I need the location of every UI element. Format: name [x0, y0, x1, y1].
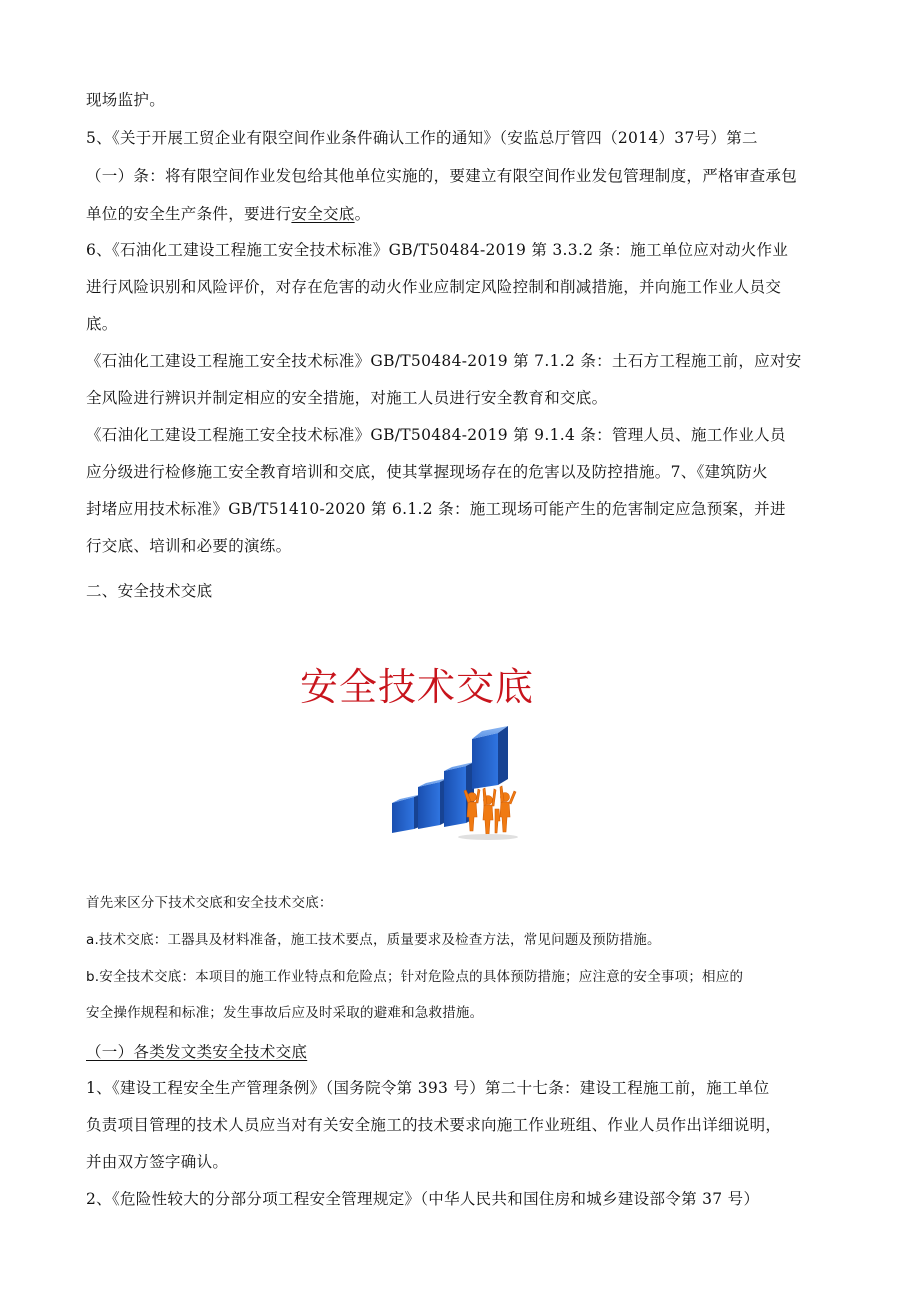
- text-span: 。: [354, 205, 371, 223]
- text-span: 单位的安全生产条件，要进行: [86, 205, 292, 223]
- text-line: 进行风险识别和风险评价，对存在危害的动火作业应制定风险控制和削减措施，并向施工作业人员交: [86, 278, 782, 296]
- text-line: 1、《建设工程安全生产管理条例》（国务院令第 393 号）第二十七条：建设工程施工前，施工单位: [86, 1079, 770, 1097]
- text-line: 2、《危险性较大的分部分项工程安全管理规定》（中华人民共和国住房和城乡建设部令第 37 号）: [86, 1190, 760, 1208]
- text-line: 现场监护。: [86, 91, 166, 109]
- text-line: 5、《关于开展工贸企业有限空间作业条件确认工作的通知》（安监总厅管四（2014）37号）第二: [86, 129, 758, 147]
- subsection-heading: [86, 1042, 307, 1062]
- bar-2: [418, 778, 448, 829]
- text-line: 首先来区分下技术交底和安全技术交底：: [86, 895, 333, 911]
- text-line: 封堵应用技术标准》GB/T51410-2020 第 6.1.2 条：施工现场可能产生的危害制定应急预案，并进: [86, 500, 786, 518]
- text-line: 行交底、培训和必要的演练。: [86, 537, 292, 555]
- text-line: （一）条：将有限空间作业发包给其他单位实施的，要建立有限空间作业发包管理制度，严格审查承包: [86, 167, 798, 185]
- bar-chart-people-illustration: [388, 725, 530, 843]
- text-line: 应分级进行检修施工安全教育培训和交底，使其掌握现场存在的危害以及防控措施。7、《建筑防火: [86, 463, 768, 481]
- text-line: 全风险进行辨识并制定相应的安全措施，对施工人员进行安全教育和交底。: [86, 389, 608, 407]
- text-line: 安全操作规程和标准；发生事故后应及时采取的避难和急救措施。: [86, 1005, 484, 1021]
- text-line: 《石油化工建设工程施工安全技术标准》GB/T50484-2019 第 9.1.4 条：管理人员、施工作业人员: [86, 426, 786, 444]
- section-heading: 二、安全技术交底: [86, 582, 213, 600]
- safety-briefing-link: 安全交底: [291, 205, 355, 223]
- text-line: 并由双方签字确认。: [86, 1153, 229, 1171]
- text-line: 底。: [86, 315, 118, 333]
- text-line: b.安全技术交底：本项目的施工作业特点和危险点；针对危险点的具体预防措施；应注意的安全事项；相应的: [86, 969, 744, 985]
- text-line: a.技术交底：工器具及材料准备，施工技术要点，质量要求及检查方法，常见问题及预防措施。: [86, 932, 661, 948]
- subsection-heading-text: （一）各类发文类安全技术交底: [86, 1043, 308, 1061]
- text-line: 负责项目管理的技术人员应当对有关安全施工的技术要求向施工作业班组、作业人员作出详细说明，: [86, 1116, 782, 1134]
- text-line: [86, 204, 370, 224]
- text-line: 6、《石油化工建设工程施工安全技术标准》GB/T50484-2019 第 3.3.2 条：施工单位应对动火作业: [86, 241, 789, 259]
- bar-1: [392, 794, 422, 833]
- illustration-title: 安全技术交底: [300, 665, 535, 709]
- lifting-figures: [464, 786, 516, 835]
- text-line: 《石油化工建设工程施工安全技术标准》GB/T50484-2019 第 7.1.2 条：土石方工程施工前，应对安: [86, 352, 802, 370]
- bar-4-held-box: [472, 726, 508, 789]
- shadow: [458, 834, 518, 840]
